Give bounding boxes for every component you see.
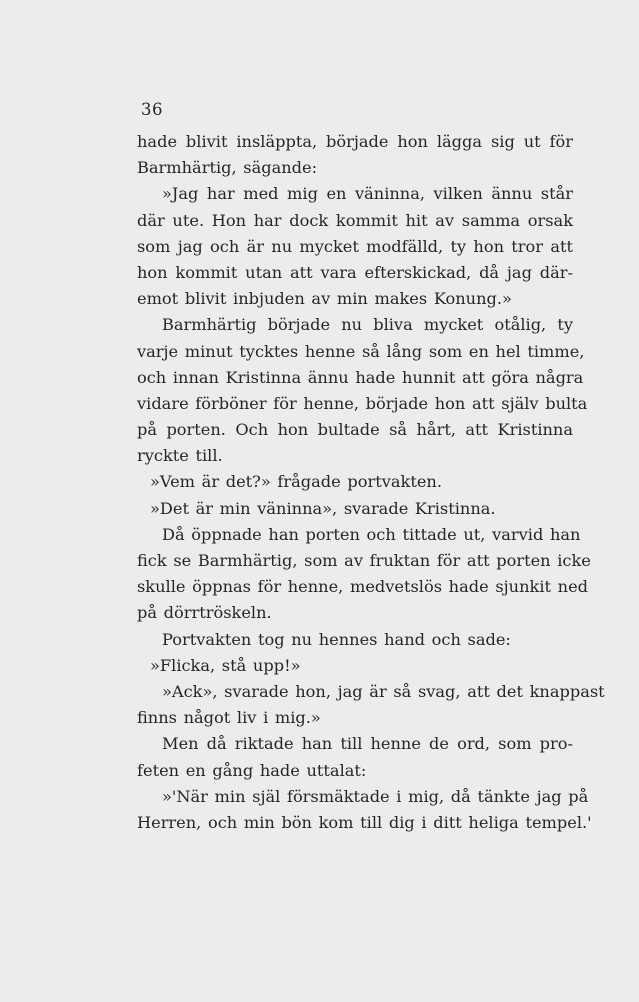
text-line: »Ack», svarade hon, jag är så svag, att det knappast: [162, 681, 605, 701]
text-line: feten en gång hade uttalat:: [137, 760, 367, 780]
text-line: Då öppnade han porten och tittade ut, varvid han: [162, 524, 581, 544]
text-line: hon kommit utan att vara efterskickad, då jag där-: [137, 262, 573, 282]
text-line: och innan Kristinna ännu hade hunnit att göra några: [137, 367, 584, 387]
text-line: där ute. Hon har dock kommit hit av samma orsak: [137, 210, 573, 230]
text-line: Barmhärtig började nu bliva mycket otålig, ty: [162, 315, 573, 335]
text-line: hade blivit insläppta, började hon lägga sig ut för: [137, 132, 573, 151]
text-line: »Vem är det?» frågade portvakten.: [150, 472, 442, 492]
text-line: »Flicka, stå upp!»: [150, 655, 301, 675]
text-line: skulle öppnas för henne, medvetslös hade sjunkit ned: [137, 577, 589, 597]
text-line: Herren, och min bön kom till dig i ditt heliga tempel.': [137, 812, 592, 832]
text-line: ryckte till.: [137, 446, 223, 466]
page-number: 36: [141, 100, 163, 119]
text-line: som jag och är nu mycket modfälld, ty hon tror att: [137, 236, 573, 256]
text-line: på dörrtröskeln.: [137, 603, 272, 623]
text-line: »Jag har med mig en väninna, vilken ännu står: [162, 184, 573, 204]
text-line: »'När min själ försmäktade i mig, då tänkte jag på: [162, 786, 589, 806]
text-line: varje minut tycktes henne så lång som en hel timme,: [137, 341, 585, 361]
text-line: fick se Barmhärtig, som av fruktan för att porten icke: [137, 551, 591, 570]
text-line: Barmhärtig, sägande:: [137, 158, 318, 178]
text-line: Portvakten tog nu hennes hand och sade:: [162, 629, 511, 649]
text-line: på porten. Och hon bultade så hårt, att Kristinna: [137, 420, 573, 440]
text-line: finns något liv i mig.»: [137, 708, 321, 728]
text-line: Men då riktade han till henne de ord, som pro-: [162, 734, 573, 754]
text-line: vidare förböner för henne, började hon att själv bulta: [137, 393, 588, 413]
text-line: »Det är min väninna», svarade Kristinna.: [150, 498, 496, 518]
body-text: [137, 129, 605, 836]
text-line: emot blivit inbjuden av min makes Konung.»: [137, 289, 512, 309]
